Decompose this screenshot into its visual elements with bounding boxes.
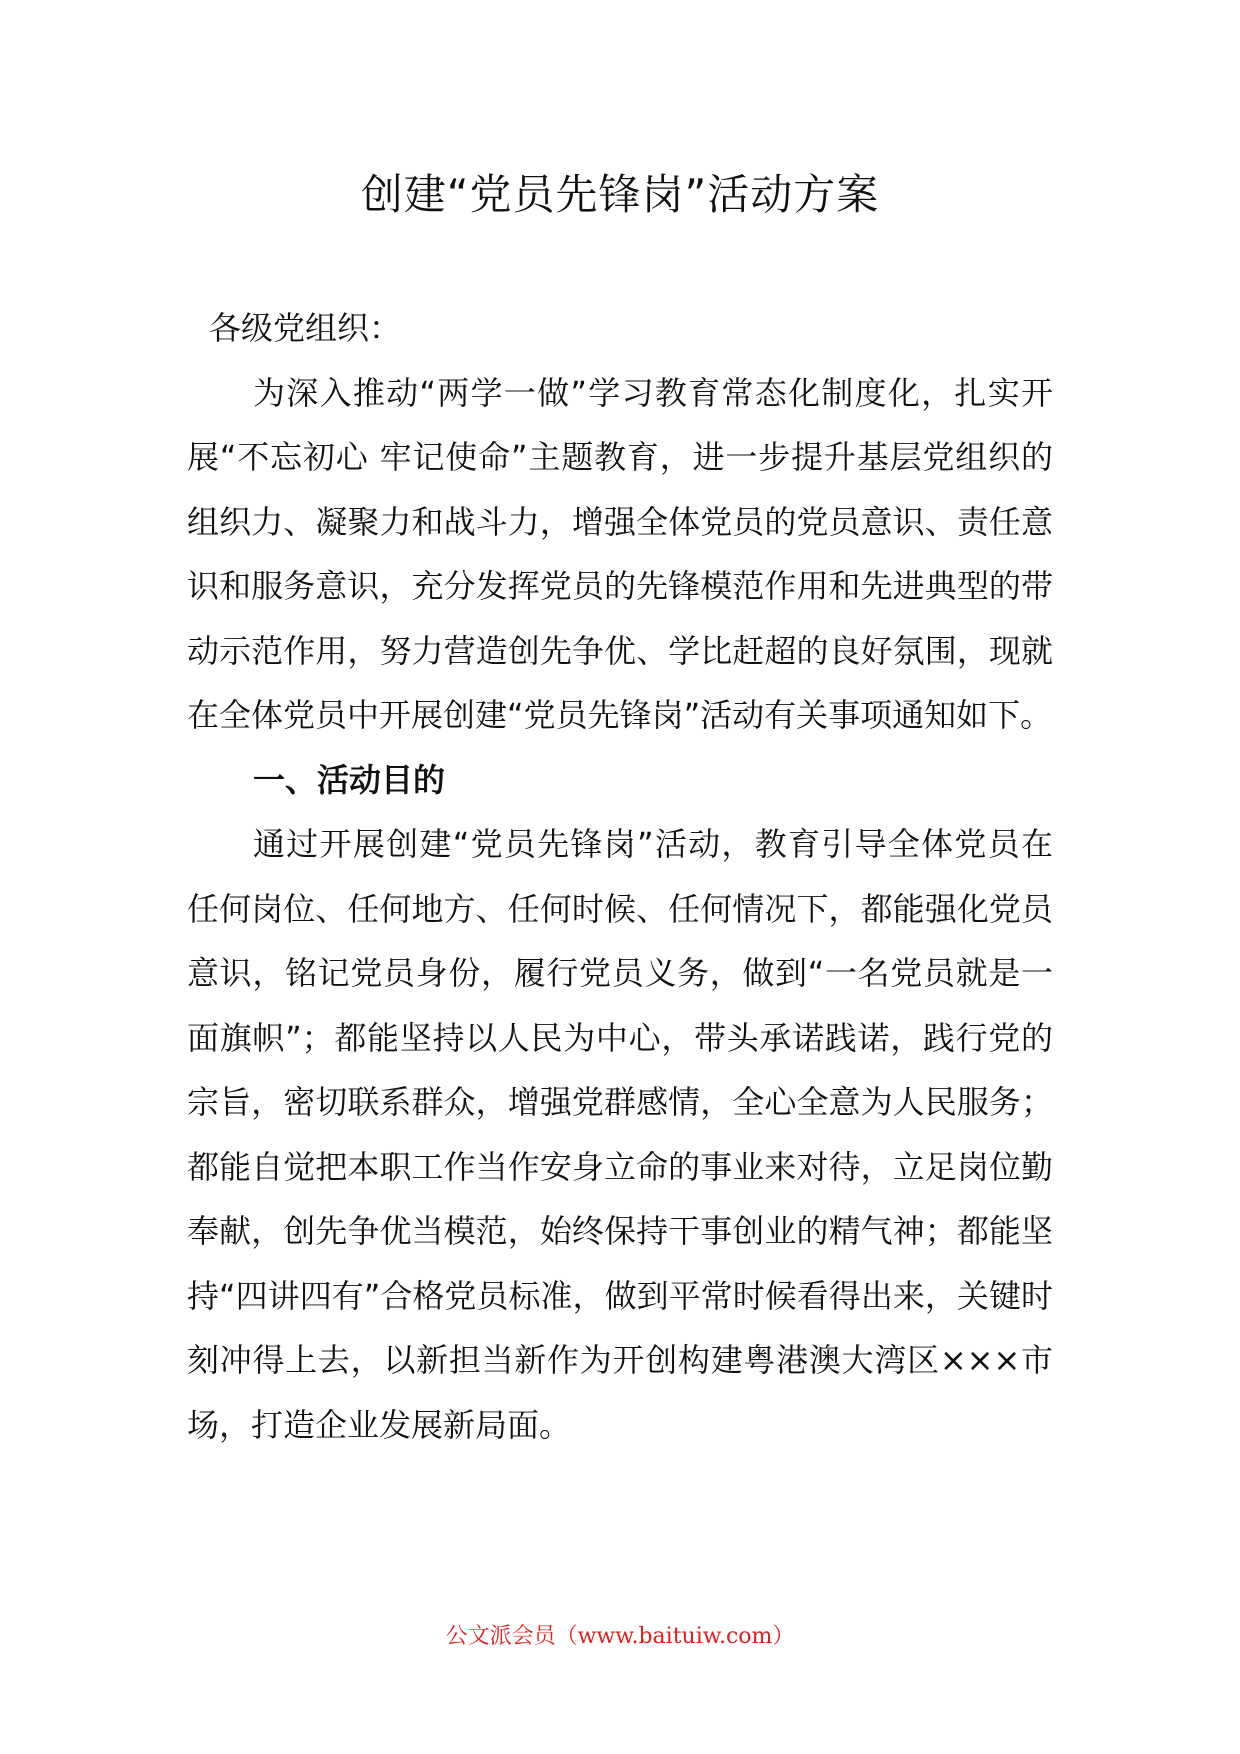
section-paragraph: 通过开展创建“党员先锋岗”活动，教育引导全体党员在任何岗位、任何地方、任何时候、任何情况下，都能强化党员意识，铭记党员身份，履行党员义务，做到“一名党员就是一面旗帜”；都能坚持以人民为中心，带头承诺践诺，践行党的宗旨，密切联系群众，增强党群感情，全心全意为人民服务；都能自觉把本职工作当作安身立命的事业来对待，立足岗位勤奉献，创先争优当模范，始终保持干事创业的精气神；都能坚持“四讲四有”合格党员标准，做到平常时候看得出来，关键时刻冲得上去，以新担当新作为开创构建粤港澳大湾区×××市场，打造企业发展新局面。 [187,825,1053,1444]
section-heading: 一、活动目的 [253,760,446,799]
intro-paragraph: 为深入推动“两学一做”学习教育常态化制度化，扎实开展“不忘初心 牢记使命”主题教育，进一步提升基层党组织的组织力、凝聚力和战斗力，增强全体党员的党员意识、责任意识和服务意识，充分发挥党员的先锋模范作用和先进典型的带动示范作用，努力营造创先争优、学比赶超的良好氛围，现就在全体党员中开展创建“党员先锋岗”活动有关事项通知如下。 [187,373,1053,734]
document-title: 创建“党员先锋岗”活动方案 [360,170,880,219]
salutation: 各级党组织： [209,309,402,347]
footer-watermark: 公文派会员（www.baituiw.com） [445,1624,795,1649]
document-body [187,296,1053,1457]
